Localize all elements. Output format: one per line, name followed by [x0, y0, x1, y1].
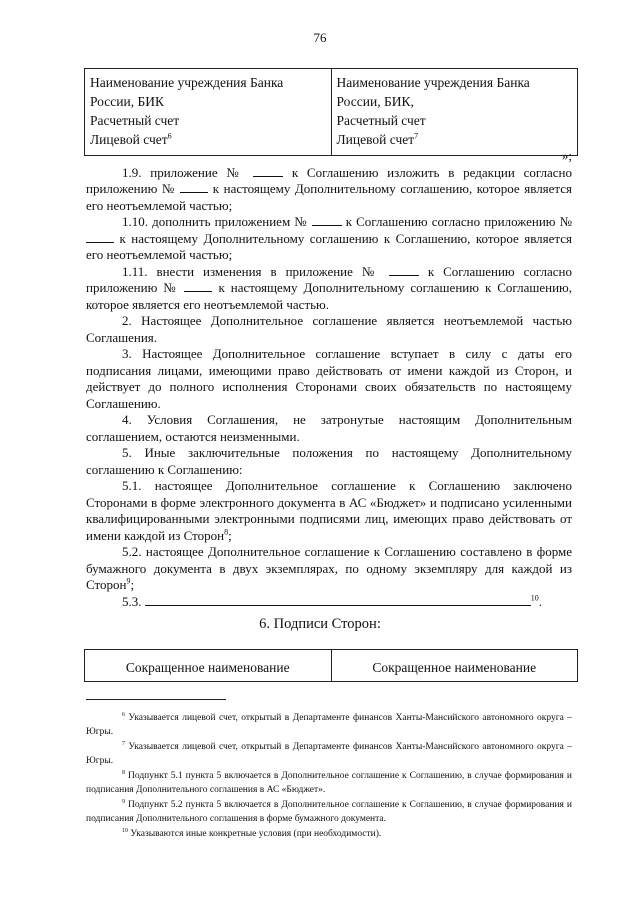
footnote: $^6$ Указывается лицевой счет, открытый в Департаменте финансов Ханты-Мансийского автономного округа – Югры.: [86, 711, 573, 737]
clause-5-3: 5.3. $^{10}$.: [122, 593, 542, 609]
footnote-ref: 10: [530, 593, 539, 603]
footnote-divider: [86, 699, 226, 700]
clause-5-1: 5.1. настоящее Дополнительное соглашение к Соглашению заключено Сторонами в форме электронного документа в АС «Бюджет» и подписано усиленными квалифицированными электронными подписями лиц, имеющих право действовать от имени каждой из Сторон$^8$;: [86, 478, 572, 543]
footnote-ref: 6: [167, 131, 172, 141]
blank-line: [145, 595, 531, 606]
clause-2: 2. Настоящее Дополнительное соглашение является неотъемлемой частью Соглашения.: [86, 313, 572, 345]
bank-details-right: [331, 69, 578, 156]
footnote-ref: 8: [224, 527, 229, 537]
clause-1-10: 1.10. дополнить приложением № к Соглашению согласно приложению № к настоящему Дополнительному соглашению к Соглашению, которое является его неотъемлемой частью;: [86, 214, 573, 262]
clause-1-11: 1.11. внести изменения в приложение № к Соглашению согласно приложению № к настоящему Дополнительному соглашению к Соглашению, которое является его неотъемлемой частью.: [86, 263, 573, 312]
document-body: [86, 148, 572, 610]
closing-mark: »;: [561, 148, 572, 163]
footnote-ref: 7: [414, 131, 419, 141]
bik-label: России, БИК: [90, 94, 164, 109]
clause-5: 5. Иные заключительные положения по настоящему Дополнительному соглашению к Соглашению:: [86, 445, 572, 477]
bank-name-label: Наименование учреждения Банка: [90, 75, 284, 90]
signature-right-name: Сокращенное наименование: [331, 650, 578, 682]
signatures-title: 6. Подписи Сторон:: [259, 616, 381, 632]
personal-account-label: Лицевой счет$^7$: [336, 131, 419, 147]
clause-3: 3. Настоящее Дополнительное соглашение вступает в силу с даты его подписания лицами, имеющими право действовать от имени каждой из Сторон, и действует до полного исполнения Сторонами своих обязательств по настоящему Соглашению.: [86, 346, 572, 411]
footnote-ref: 9: [126, 576, 131, 586]
clause-4: 4. Условия Соглашения, не затронутые настоящим Дополнительным соглашением, остаются неизменными.: [86, 412, 572, 444]
signature-left-name: Сокращенное наименование: [85, 650, 332, 682]
bank-details-left: [85, 69, 332, 156]
footnote: $^9$ Подпункт 5.2 пункта 5 включается в Дополнительное соглашение к Соглашению, в случае формирования и подписания Дополнительного соглашения в форме бумажного документа.: [86, 798, 572, 824]
account-label: Расчетный счет: [90, 113, 180, 128]
bank-name-label: Наименование учреждения Банка: [336, 75, 530, 90]
bank-details-table: [84, 68, 578, 156]
footnote: $^8$ Подпункт 5.1 пункта 5 включается в Дополнительное соглашение к Соглашению, в случае формирования и подписания Дополнительного соглашения в АС «Бюджет».: [86, 769, 572, 795]
footnotes: [86, 712, 572, 844]
footnote: $^{10}$ Указываются иные конкретные условия (при необходимости).: [122, 827, 382, 839]
bik-label: России, БИК,: [336, 94, 414, 109]
footnote: $^7$ Указывается лицевой счет, открытый в Департаменте финансов Ханты-Мансийского автономного округа – Югры.: [86, 740, 573, 766]
signatures-table: [84, 649, 578, 682]
clause-5-2: 5.2. настоящее Дополнительное соглашение к Соглашению составлено в форме бумажного документа в двух экземплярах, по одному экземпляру для каждой из Сторон$^9$;: [86, 544, 572, 592]
page-number: 76: [313, 30, 327, 45]
clause-1-9: 1.9. приложение № к Соглашению изложить в редакции согласно приложению № к настоящему Дополнительному соглашению, которое является его неотъемлемой частью;: [86, 164, 573, 213]
personal-account-label: Лицевой счет$^6$: [90, 131, 172, 147]
account-label: Расчетный счет: [336, 113, 426, 128]
